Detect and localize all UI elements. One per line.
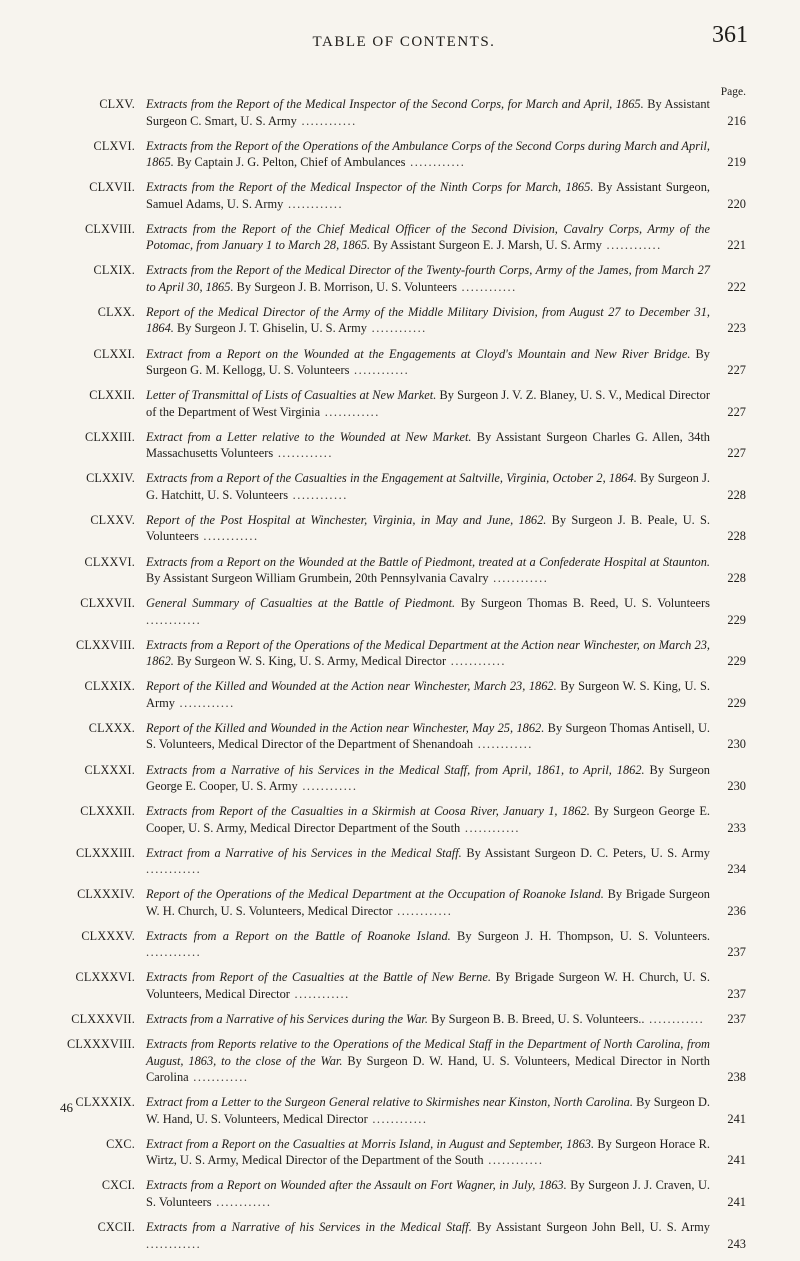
entry-number: CLXXXV. [81,928,135,943]
entry-body [146,678,746,711]
entry-number: CLXXXIX. [75,1095,135,1110]
entry-number: CLXIX. [93,263,135,278]
entry-title: Extracts from a Narrative of his Services in the Medical Staff, from April, 1861, to April, 1862. [146,762,645,777]
toc-entry [56,96,746,129]
entry-number: CLXXXII. [80,804,135,819]
entry-author: By Surgeon W. S. King, U. S. Army [146,679,710,710]
dot-leader: ............ [405,155,466,170]
entry-body [146,138,746,171]
dot-leader: ............ [198,529,259,544]
page-column-label: Page. [720,86,746,98]
toc-entry [56,1219,746,1252]
entry-author: By Surgeon Horace R. Wirtz, U. S. Army, Medical Director of the Department of the South [146,1136,710,1168]
entry-number: CLXXXI. [84,762,135,777]
entry-body [146,346,746,379]
entry-title: Extracts from the Report of the Operations of the Ambulance Corps of the Second Corps during March and April, 1865. [146,138,710,170]
entry-page: 220 [727,196,746,211]
toc-entry [56,179,746,212]
entry-body [146,179,746,212]
entry-body [146,1177,746,1210]
entry-title: Report of the Medical Director of the Army of the Middle Military Division, from August 27 to December 31, 1864. [146,304,710,336]
entry-page: 230 [727,737,746,752]
entry-author: By Assistant Surgeon Charles G. Allen, 34th Massachusetts Volunteers [146,429,710,461]
dot-leader: ............ [188,1070,249,1085]
entry-author: By Assistant Surgeon John Bell, U. S. Army [471,1220,710,1235]
entry-number: CLXV. [99,97,135,111]
entry-title: Extracts from a Narrative of his Services during the War. [146,1012,428,1027]
entry-author: By Surgeon George E. Cooper, U. S. Army [146,762,710,793]
entry-number: CLXXII. [89,388,135,403]
entry-title: Extract from a Report on the Casualties at Morris Island, in August and September, 1863. [146,1136,595,1151]
entry-text [146,720,710,753]
entry-title: Report of the Killed and Wounded in the Action near Winchester, May 25, 1862. [146,720,545,735]
entry-author: By Surgeon J. H. Thompson, U. S. Volunteers. [450,928,710,943]
entry-title: Extract from a Narrative of his Services in the Medical Staff. [146,845,462,860]
entry-number: CLXXIII. [85,429,135,444]
entry-title: General Summary of Casualties at the Battle of Piedmont. [146,596,456,611]
entry-number: CLXXX. [88,720,135,735]
entry-page: 237 [727,1012,746,1027]
entry-title: Extracts from a Report on the Wounded at the Battle of Piedmont, treated at a Confederate Hospital at Staunton. [146,554,710,569]
entry-body [146,512,746,545]
entry-body [146,470,746,503]
entry-page: 229 [727,695,746,710]
toc-entry [56,554,746,587]
dot-leader: ............ [211,1194,272,1209]
entry-title: Extracts from the Report of the Medical Director of the Twenty-fourth Corps, Army of the James, from March 27 to April 30, 1865. [146,263,710,294]
entry-page: 237 [727,986,746,1001]
entry-author: By Assistant Surgeon E. J. Marsh, U. S. Army [370,238,602,253]
entry-text [146,429,710,462]
entry-body [146,1011,746,1028]
entry-author: By Captain J. G. Pelton, Chief of Ambulances [173,155,406,170]
entry-page: 223 [727,321,746,336]
entry-page: 236 [727,903,746,918]
entry-page: 229 [727,654,746,669]
entry-title: Extract from a Letter to the Surgeon General relative to Skirmishes near Kinston, North Carolina. [146,1095,633,1110]
entry-title: Extracts from a Narrative of his Services in the Medical Staff. [146,1220,472,1235]
entry-number: CLXXI. [93,346,135,361]
entry-author: By Surgeon J. T. Ghiselin, U. S. Army [173,321,367,336]
entry-page: 227 [727,446,746,461]
entry-body [146,1094,746,1127]
entry-body [146,803,746,836]
entry-title: Extracts from a Report on the Battle of Roanoke Island. [146,928,451,943]
signature-mark: 46 [60,1100,73,1115]
entry-body [146,1219,746,1252]
dot-leader: ............ [288,487,348,502]
entry-title: Extracts from a Report of the Casualties in the Engagement at Saltville, Virginia, October 2, 1864. [146,471,637,486]
entry-text [146,886,710,919]
entry-body [146,262,746,295]
dot-leader: ............ [446,654,506,669]
toc-entry [56,1177,746,1210]
entry-author: By Assistant Surgeon, Samuel Adams, U. S. Army [146,180,710,211]
entry-body [146,304,746,337]
entry-title: Letter of Transmittal of Lists of Casualties at New Market. [146,388,437,403]
dot-leader: ............ [367,1111,428,1126]
entry-body [146,429,746,462]
entry-page: 241 [727,1153,746,1168]
entry-number: CXCI. [101,1178,135,1193]
entry-body [146,554,746,587]
contents-list [56,96,746,1261]
entry-number: CLXX. [97,304,135,319]
entry-body [146,1036,746,1086]
entry-author: By Surgeon J. J. Craven, U. S. Volunteers [146,1178,710,1209]
entry-page: 221 [727,238,746,253]
entry-page: 227 [727,404,746,419]
entry-text [146,1219,710,1252]
toc-entry [56,429,746,462]
entry-author: By Assistant Surgeon William Grumbein, 20th Pennsylvania Cavalry [146,571,489,586]
entry-text [146,1177,710,1210]
entry-number: CLXXV. [90,512,135,527]
page-header [60,22,748,62]
entry-author: By Surgeon W. S. King, U. S. Army, Medical Director [173,654,447,669]
entry-number: CLXXVII. [80,596,135,611]
dot-leader: ............ [296,113,357,128]
entry-text [146,1136,710,1169]
entry-page: 233 [727,820,746,835]
toc-entry [56,262,746,295]
entry-number: CLXXXIII. [75,845,135,860]
toc-entry [56,1094,746,1127]
entry-page: 229 [727,612,746,627]
entry-text [146,470,710,503]
entry-page: 228 [727,571,746,586]
dot-leader: ............ [146,1236,202,1251]
entry-text [146,387,710,420]
entry-number: CLXVII. [89,180,135,195]
entry-author: By Surgeon J. G. Hatchitt, U. S. Volunteers [146,471,710,502]
entry-title: Extracts from the Report of the Medical Inspector of the Ninth Corps for March, 1865. [146,180,594,195]
toc-entry [56,886,746,919]
entry-text [146,803,710,836]
entry-author: By Surgeon Thomas Antisell, U. S. Volunteers, Medical Director of the Department of Shenandoah [146,720,710,752]
entry-title: Extract from a Letter relative to the Wounded at New Market. [146,429,472,444]
dot-leader: ............ [146,945,202,960]
entry-page: 222 [727,279,746,294]
entry-page: 216 [727,113,746,128]
entry-page: 241 [727,1111,746,1126]
running-title: TABLE OF CONTENTS. [312,34,496,50]
entry-text [146,678,710,711]
entry-body [146,969,746,1002]
entry-page: 227 [727,363,746,378]
entry-title: Extracts from the Report of the Medical Inspector of the Second Corps, for March and April, 1865. [146,97,644,111]
entry-title: Extracts from Reports relative to the Operations of the Medical Staff in the Department of North Carolina, from August, 1863, to the close of the War. [146,1037,710,1068]
entry-number: CLXXIV. [86,471,135,486]
toc-entry [56,678,746,711]
entry-body [146,845,746,878]
dot-leader: ............ [367,321,427,336]
entry-body [146,762,746,795]
entry-text [146,1094,710,1127]
entry-title: Extracts from a Report on Wounded after the Assault on Fort Wagner, in July, 1863. [146,1178,567,1193]
toc-entry [56,762,746,795]
dot-leader: ............ [273,446,334,461]
dot-leader: ............ [392,903,453,918]
entry-title: Extracts from a Report of the Operations of the Medical Department at the Action near Winchester, on March 23, 1862. [146,637,710,669]
entry-author: By Brigade Surgeon W. H. Church, U. S. Volunteers, Medical Director [146,887,710,918]
entry-number: CLXXXVIII. [66,1037,135,1052]
dot-leader: ............ [297,779,358,793]
entry-number: CLXXVI. [84,554,135,569]
entry-page: 230 [727,779,746,793]
toc-entry [56,803,746,836]
toc-entry [56,138,746,171]
toc-entry [56,595,746,628]
dot-leader: ............ [289,986,350,1001]
entry-text [146,512,710,545]
entry-text [146,845,710,878]
entry-title: Report of the Post Hospital at Winchester, Virginia, in May and June, 1862. [146,512,547,527]
page-number: 361 [712,22,748,48]
entry-title: Extracts from the Report of the Chief Medical Officer of the Second Division, Cavalry Corps, Army of the Potomac, from January 1 to March 28, 1865. [146,221,710,253]
dot-leader: ............ [488,571,549,586]
entry-body [146,387,746,420]
dot-leader: ............ [460,820,521,835]
entry-page: 243 [727,1236,746,1251]
entry-author: By Surgeon D. W. Hand, U. S. Volunteers, Medical Director in North Carolina [146,1053,710,1085]
entry-title: Report of the Operations of the Medical Department at the Occupation of Roanoke Island. [146,887,604,902]
entry-text [146,554,710,587]
entry-title: Extract from a Report on the Wounded at the Engagements at Cloyd's Mountain and New River Bridge. [146,346,691,361]
toc-entry [56,637,746,670]
entry-body [146,720,746,753]
entry-title: Report of the Killed and Wounded at the Action near Winchester, March 23, 1862. [146,679,557,694]
dot-leader: ............ [174,695,235,710]
entry-author: By Surgeon J. B. Morrison, U. S. Volunteers [233,279,457,294]
entry-author: By Surgeon G. M. Kellogg, U. S. Volunteers [146,346,710,378]
entry-body [146,96,746,129]
toc-entry [56,346,746,379]
toc-entry [56,720,746,753]
entry-text [146,969,710,1002]
toc-entry [56,470,746,503]
entry-text [146,179,710,212]
entry-text [146,595,710,628]
entry-text [146,1036,710,1086]
entry-number: CLXXXIV. [77,887,135,902]
entry-number: CLXVIII. [85,221,135,236]
toc-entry [56,1011,746,1028]
entry-author: By Surgeon B. B. Breed, U. S. Volunteers.. [427,1012,645,1027]
dot-leader: ............ [320,404,380,419]
entry-number: CLXXIX. [84,679,135,694]
entry-text [146,928,710,961]
entry-number: CXC. [106,1136,135,1151]
entry-page: 234 [727,862,746,877]
entry-page: 241 [727,1194,746,1209]
entry-text [146,762,710,795]
dot-leader: ............ [146,612,202,627]
entry-number: CLXXXVII. [71,1012,135,1027]
entry-author: By Surgeon George E. Cooper, U. S. Army, Medical Director Department of the South [146,804,710,835]
entry-text [146,637,710,670]
entry-number: CLXXVIII. [75,637,135,652]
entry-author: By Assistant Surgeon D. C. Peters, U. S. Army [461,845,710,860]
entry-text [146,221,710,254]
entry-author: By Surgeon D. W. Hand, U. S. Volunteers, Medical Director [146,1095,710,1126]
entry-body [146,1136,746,1169]
entry-text [146,138,710,171]
entry-body [146,637,746,670]
dot-leader: ............ [349,363,410,378]
toc-entry [56,512,746,545]
entry-title: Extracts from Report of the Casualties at the Battle of New Berne. [146,970,491,985]
entry-author: By Surgeon J. V. Z. Blaney, U. S. V., Medical Director of the Department of West Virginia [146,388,710,419]
entry-body [146,928,746,961]
entry-page: 228 [727,529,746,544]
entry-page: 219 [727,155,746,170]
entry-author: By Surgeon J. B. Peale, U. S. Volunteers [146,512,710,544]
entry-page: 237 [727,945,746,960]
dot-leader: ............ [456,279,517,294]
entry-text [146,346,710,379]
toc-entry [56,387,746,420]
dot-leader: ............ [601,238,662,253]
entry-text [146,1011,710,1028]
entry-page: 238 [727,1070,746,1085]
entry-number: CLXXXVI. [75,970,135,985]
entry-author: By Brigade Surgeon W. H. Church, U. S. Volunteers, Medical Director [146,970,710,1001]
entry-title: Extracts from Report of the Casualties in a Skirmish at Coosa River, January 1, 1862. [146,804,590,819]
dot-leader: ............ [483,1153,544,1168]
entry-text [146,262,710,295]
entry-author: By Assistant Surgeon C. Smart, U. S. Army [146,97,710,128]
dot-leader: ............ [146,862,202,877]
toc-entry [56,928,746,961]
toc-entry [56,1136,746,1169]
entry-body [146,595,746,628]
entry-author: By Surgeon Thomas B. Reed, U. S. Volunteers [455,596,710,611]
toc-entry [56,1036,746,1086]
toc-entry [56,845,746,878]
entry-text [146,304,710,337]
entry-page: 228 [727,487,746,502]
entry-number: CLXVI. [93,138,135,153]
dot-leader: ............ [283,196,344,211]
dot-leader: ............ [644,1012,705,1027]
entry-text [146,96,710,129]
toc-entry [56,304,746,337]
entry-body [146,221,746,254]
dot-leader: ............ [473,737,533,752]
toc-entry [56,221,746,254]
entry-number: CXCII. [97,1220,135,1235]
entry-body [146,886,746,919]
toc-entry [56,969,746,1002]
